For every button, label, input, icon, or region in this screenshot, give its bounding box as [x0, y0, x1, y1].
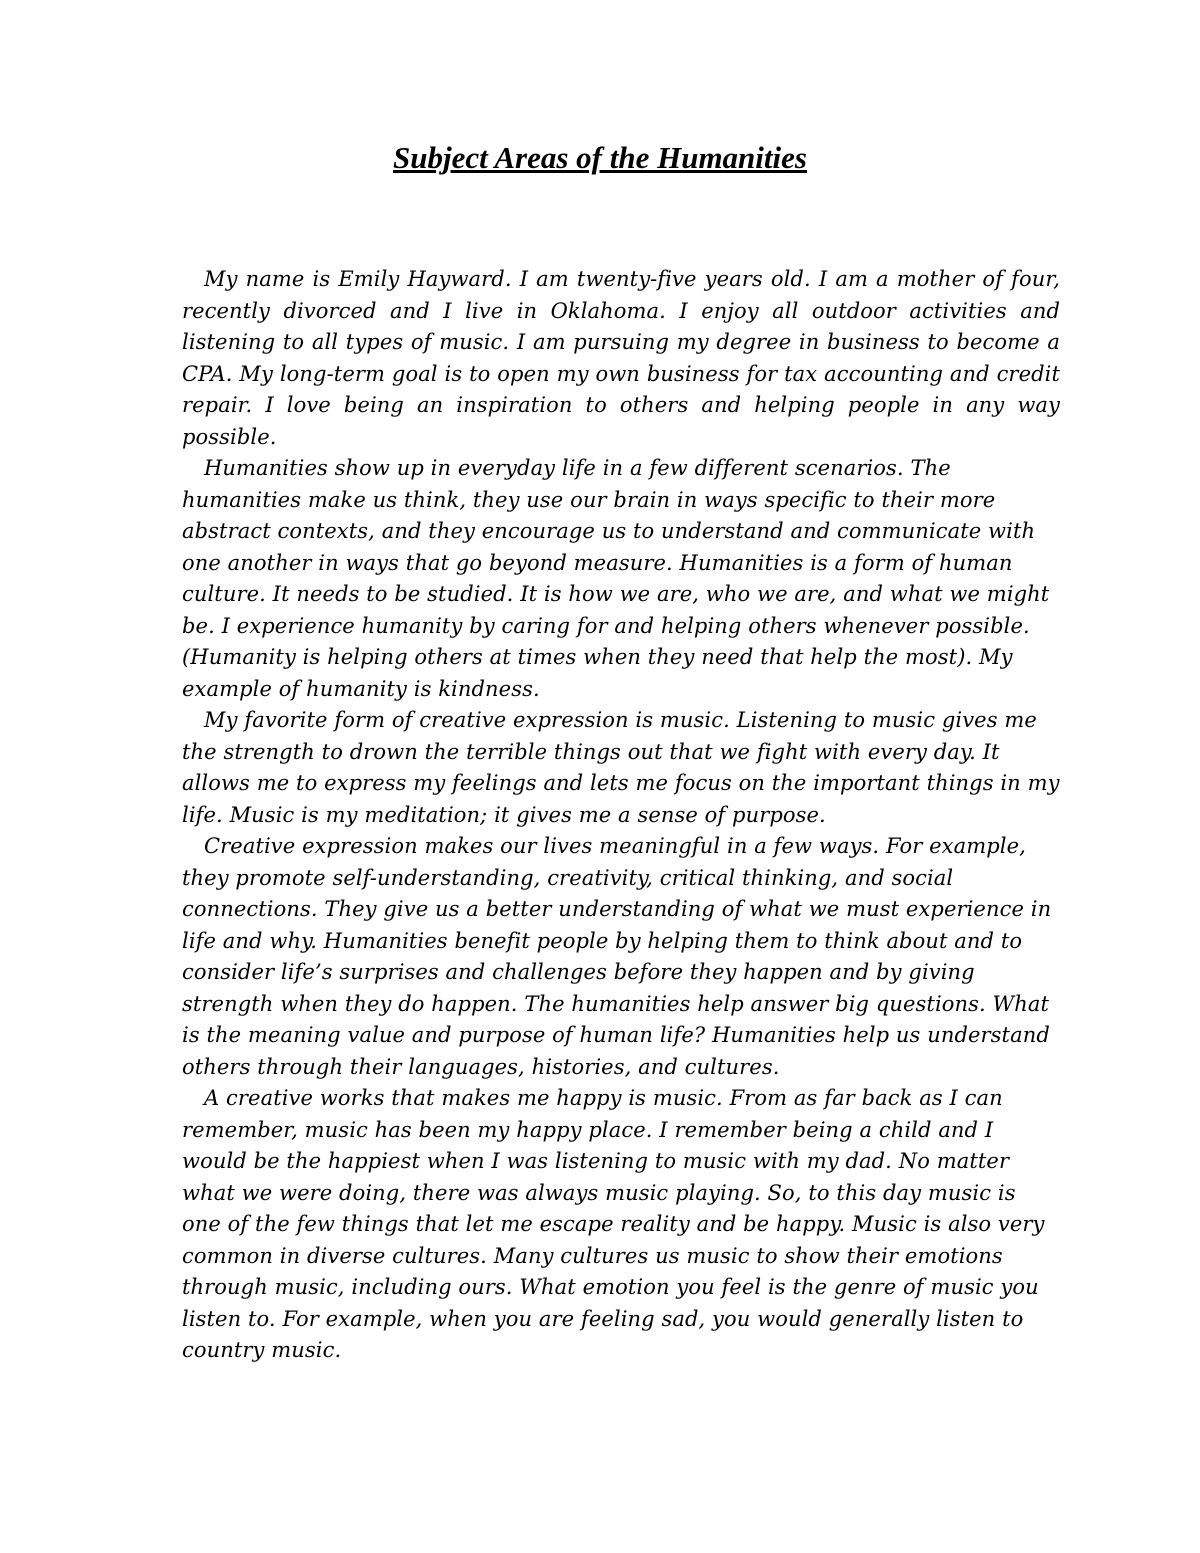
paragraph-creative-expression-music: My favorite form of creative expression is music. Listening to music gives me the strength to drown the terrible things out that we fight with every day. It allows me to express my feelings and lets me focus on the important things in my life. Music is my meditation; it gives me a sense of purpose.: [182, 708, 1060, 827]
paragraph-music-happiness: A creative works that makes me happy is music. From as far back as I can remember, music has been my happy place. I remember being a child and I would be the happiest when I was listening to music with my dad. No matter what we were doing, there was always music playing. So, to this day music is one of the few things that let me escape reality and be happy. Music is also very common in diverse cultures. Many cultures us music to show their emotions through music, including ours. What emotion you feel is the genre of music you listen to. For example, when you are feeling sad, you would generally listen to country music.: [182, 1086, 1045, 1362]
paragraph-introduction: My name is Emily Hayward. I am twenty-five years old. I am a mother of four, recently divorced and I live in Oklahoma. I enjoy all outdoor activities and listening to all types of music. I am pursuing my degree in business to become a CPA. My long-term goal is to open my own business for tax accounting and credit repair. I love being an inspiration to others and helping people in any way possible.: [182, 267, 1060, 449]
paragraph-humanities-everyday: Humanities show up in everyday life in a few different scenarios. The humanities make us think, they use our brain in ways specific to their more abstract contexts, and they encourage us to understand and communicate with one another in ways that go beyond measure. Humanities is a form of human culture. It needs to be studied. It is how we are, who we are, and what we might be. I experience humanity by caring for and helping others whenever possible. (Humanity is helping others at times when they need that help the most). My example of humanity is kindness.: [182, 456, 1050, 701]
paragraph-meaningful-lives: Creative expression makes our lives meaningful in a few ways. For example, they promote self-understanding, creativity, critical thinking, and social connections. They give us a better understanding of what we must experience in life and why. Humanities benefit people by helping them to think about and to consider life’s surprises and challenges before they happen and by giving strength when they do happen. The humanities help answer big questions. What is the meaning value and purpose of human life? Humanities help us understand others through their languages, histories, and cultures.: [182, 834, 1052, 1079]
document-title: Subject Areas of the Humanities: [393, 140, 807, 175]
document-body: [182, 264, 1060, 1367]
